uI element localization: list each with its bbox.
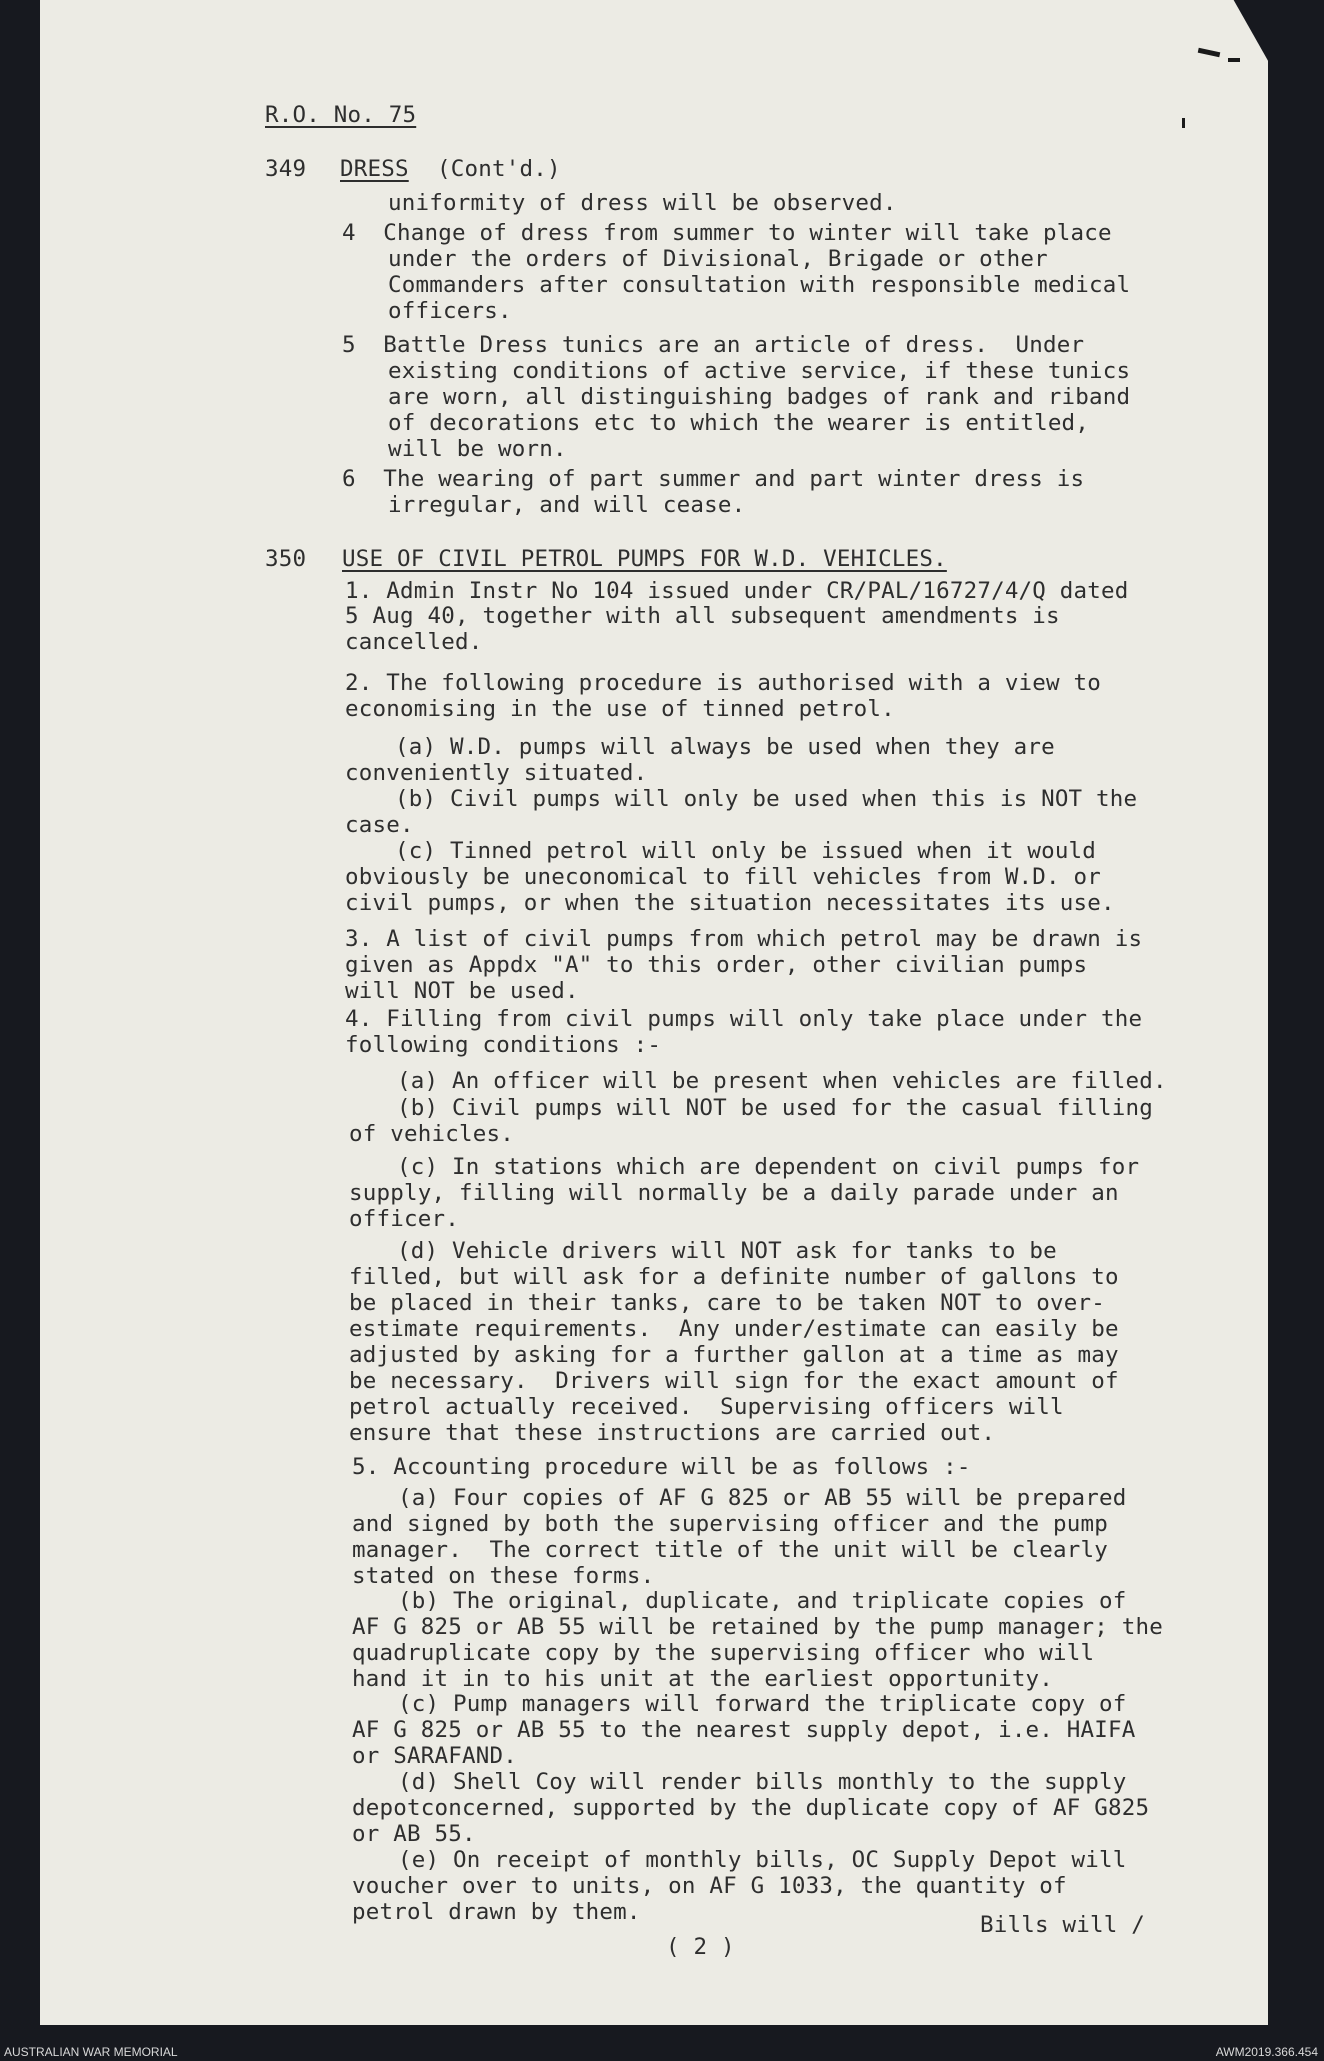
text-line: 2. The following procedure is authorised with a view to [345, 670, 1102, 696]
text-line: of vehicles. [349, 1121, 514, 1147]
text-line: (d) Shell Coy will render bills monthly to the supply [398, 1769, 1127, 1795]
text-line: (b) Civil pumps will only be used when this is NOT the [395, 786, 1138, 812]
text-line: or AB 55. [352, 1821, 476, 1847]
text-line: or SARAFAND. [352, 1743, 517, 1769]
text-line: ensure that these instructions are carried out. [349, 1420, 996, 1446]
text-line: cancelled. [345, 629, 483, 655]
text-line: (c) Tinned petrol will only be issued when it would [395, 838, 1097, 864]
text-line: (a) An officer will be present when vehicles are filled. [397, 1068, 1167, 1094]
text-line: economising in the use of tinned petrol. [345, 696, 895, 722]
text-line: 4 Change of dress from summer to winter will take place [342, 220, 1112, 246]
text-line: following conditions :- [345, 1032, 662, 1058]
text-line: (a) Four copies of AF G 825 or AB 55 will be prepared [398, 1485, 1127, 1511]
text-line: filled, but will ask for a definite number of gallons to [349, 1264, 1119, 1290]
text-line: be necessary. Drivers will sign for the exact amount of [349, 1368, 1119, 1394]
order-number: R.O. No. 75 [265, 102, 417, 128]
text-line: (b) The original, duplicate, and triplicate copies of [398, 1588, 1127, 1614]
credit-right: AWM2019.366.454 [1215, 2045, 1318, 2059]
text-line: uniformity of dress will be observed. [388, 190, 897, 216]
text-line: (e) On receipt of monthly bills, OC Supply Depot will [398, 1847, 1127, 1873]
text-line: (c) In stations which are dependent on civil pumps for [397, 1154, 1140, 1180]
text-line: officers. [388, 298, 512, 324]
text-line: estimate requirements. Any under/estimate can easily be [349, 1316, 1119, 1342]
text-line: voucher over to units, on AF G 1033, the quantity of [352, 1873, 1067, 1899]
text-line: depotconcerned, supported by the duplicate copy of AF G825 [352, 1795, 1150, 1821]
text-line: irregular, and will cease. [388, 492, 746, 518]
page-number: ( 2 ) [666, 1934, 735, 1960]
section-350-title: USE OF CIVIL PETROL PUMPS FOR W.D. VEHICLES. [342, 546, 947, 572]
text-line: AF G 825 or AB 55 to the nearest supply depot, i.e. HAIFA [352, 1717, 1136, 1743]
text-line: (a) W.D. pumps will always be used when they are [395, 734, 1055, 760]
text-line: stated on these forms. [352, 1563, 655, 1589]
text-line: (b) Civil pumps will NOT be used for the casual filling [397, 1095, 1154, 1121]
text-line: conveniently situated. [345, 760, 648, 786]
credit-bar [0, 2025, 1324, 2061]
text-line: 1. Admin Instr No 104 issued under CR/PAL/16727/4/Q dated [345, 578, 1129, 604]
text-line: be placed in their tanks, care to be taken NOT to over- [349, 1290, 1106, 1316]
text-line: civil pumps, or when the situation necessitates its use. [345, 890, 1115, 916]
text-line: 3. A list of civil pumps from which petrol may be drawn is [345, 926, 1143, 952]
text-line: under the orders of Divisional, Brigade or other [388, 246, 1048, 272]
text-line: quadruplicate copy by the supervising officer who will [352, 1640, 1095, 1666]
text-line: 5 Aug 40, together with all subsequent amendments is [345, 603, 1060, 629]
text-line: 4. Filling from civil pumps will only take place under the [345, 1006, 1143, 1032]
text-line: AF G 825 or AB 55 will be retained by the pump manager; the [352, 1614, 1164, 1640]
text-line: are worn, all distinguishing badges of rank and riband [388, 384, 1131, 410]
text-line: petrol actually received. Supervising officers will [349, 1394, 1064, 1420]
text-line: existing conditions of active service, if these tunics [388, 358, 1131, 384]
section-349-cont: (Cont'd.) [437, 156, 561, 182]
text-line: Commanders after consultation with responsible medical [388, 272, 1131, 298]
text-line: will be worn. [388, 436, 567, 462]
text-line: (c) Pump managers will forward the triplicate copy of [398, 1691, 1127, 1717]
text-line: hand it in to his unit at the earliest opportunity. [352, 1666, 1054, 1692]
text-line: will NOT be used. [345, 978, 579, 1004]
section-349-number: 349 [265, 156, 307, 182]
section-350-number: 350 [265, 546, 307, 572]
text-line: petrol drawn by them. [352, 1899, 641, 1925]
text-line: adjusted by asking for a further gallon at a time as may [349, 1342, 1119, 1368]
text-line: 5. Accounting procedure will be as follows :- [352, 1454, 971, 1480]
text-line: and signed by both the supervising officer and the pump [352, 1511, 1109, 1537]
text-line: case. [345, 812, 414, 838]
ink-mark [1182, 118, 1185, 128]
continued-note: Bills will / [980, 1912, 1145, 1938]
text-line: 5 Battle Dress tunics are an article of dress. Under [342, 332, 1085, 358]
text-line: given as Appdx "A" to this order, other civilian pumps [345, 952, 1088, 978]
text-line: of decorations etc to which the wearer is entitled, [388, 410, 1090, 436]
text-line: supply, filling will normally be a daily parade under an [349, 1180, 1119, 1206]
credit-left: AUSTRALIAN WAR MEMORIAL [4, 2045, 178, 2059]
text-line: officer. [349, 1206, 459, 1232]
text-line: (d) Vehicle drivers will NOT ask for tanks to be [397, 1238, 1057, 1264]
ink-mark [1228, 58, 1240, 62]
text-line: obviously be uneconomical to fill vehicles from W.D. or [345, 864, 1102, 890]
text-line: 6 The wearing of part summer and part winter dress is [342, 466, 1085, 492]
section-349-title: DRESS [340, 156, 409, 182]
text-line: manager. The correct title of the unit will be clearly [352, 1537, 1109, 1563]
